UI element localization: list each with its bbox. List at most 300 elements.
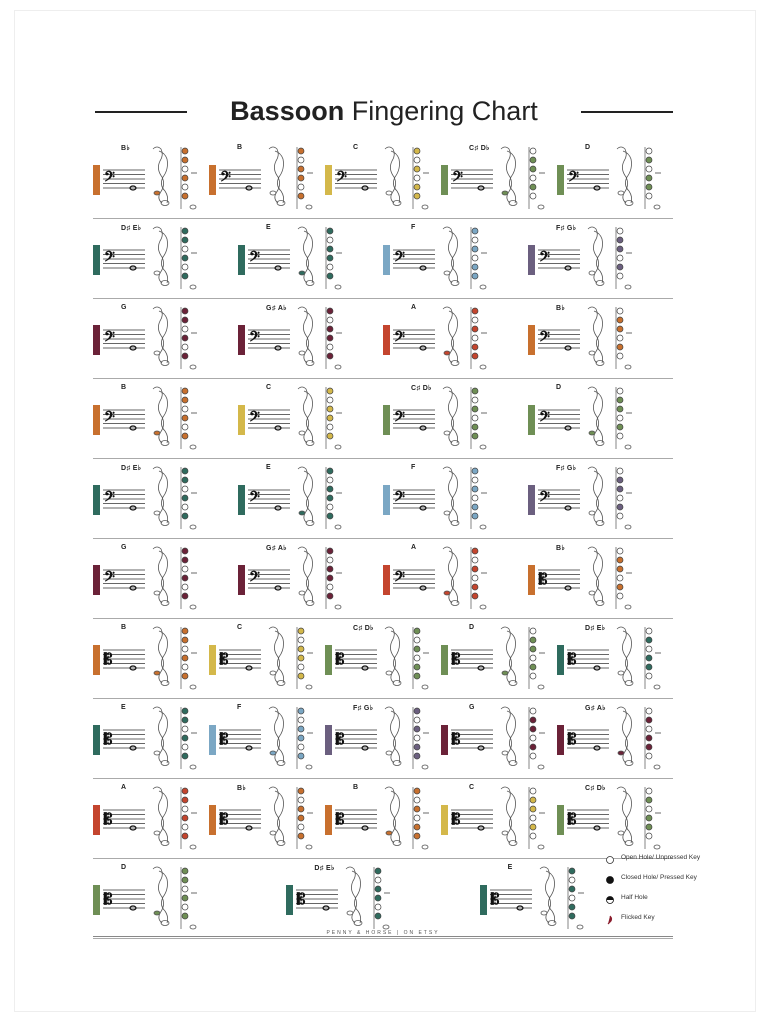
tone-hole bbox=[182, 708, 188, 714]
staff-lines bbox=[219, 167, 261, 193]
bass-clef-icon: 𝄢 bbox=[104, 329, 115, 349]
tone-hole bbox=[182, 264, 188, 270]
fingering-illustration bbox=[582, 303, 644, 373]
note-cell bbox=[325, 143, 447, 213]
note-staff bbox=[103, 167, 145, 193]
tone-hole bbox=[646, 833, 652, 839]
staff-lines bbox=[248, 567, 290, 593]
tone-hole bbox=[472, 566, 478, 572]
fingering-illustration bbox=[582, 463, 644, 533]
tone-hole bbox=[182, 753, 188, 759]
note-cell bbox=[528, 543, 650, 613]
note-color-bar bbox=[383, 405, 390, 435]
tone-hole bbox=[182, 868, 188, 874]
note-color-bar bbox=[209, 725, 216, 755]
fingering-diagram bbox=[437, 383, 499, 453]
tone-hole bbox=[414, 637, 420, 643]
tone-hole bbox=[327, 584, 333, 590]
row-divider bbox=[93, 938, 673, 939]
tone-hole bbox=[327, 477, 333, 483]
note-color-bar bbox=[383, 245, 390, 275]
tone-hole bbox=[182, 468, 188, 474]
tenor-clef-icon: 𝄡 bbox=[104, 810, 113, 828]
fingering-diagram bbox=[147, 463, 209, 533]
fingering-diagram bbox=[495, 143, 557, 213]
note-cell bbox=[557, 783, 679, 853]
tone-hole bbox=[327, 317, 333, 323]
note-color-bar bbox=[93, 485, 100, 515]
tone-hole bbox=[327, 273, 333, 279]
tone-hole bbox=[617, 557, 623, 563]
bass-clef-icon: 𝄢 bbox=[336, 169, 347, 189]
tenor-clef-icon: 𝄡 bbox=[568, 730, 577, 748]
fingering-illustration bbox=[495, 623, 557, 693]
note-color-bar bbox=[93, 645, 100, 675]
fingering-diagram bbox=[611, 783, 673, 853]
tone-hole bbox=[617, 504, 623, 510]
tone-hole bbox=[530, 655, 536, 661]
note-label: D bbox=[121, 864, 127, 871]
tone-hole bbox=[617, 228, 623, 234]
fingering-illustration bbox=[147, 863, 209, 933]
fingering-illustration bbox=[582, 543, 644, 613]
note-cell bbox=[383, 543, 505, 613]
note-row bbox=[93, 621, 673, 693]
note-cell bbox=[528, 223, 650, 293]
note-staff bbox=[103, 327, 145, 353]
fingering-illustration bbox=[611, 143, 673, 213]
note-cell bbox=[93, 783, 215, 853]
fingering-diagram bbox=[495, 703, 557, 773]
note-label: G bbox=[121, 304, 127, 311]
note-label: D♯ E♭ bbox=[121, 225, 142, 232]
fingering-diagram bbox=[292, 303, 354, 373]
note-label: C bbox=[237, 624, 243, 631]
note-staff bbox=[103, 407, 145, 433]
note-label: E bbox=[266, 224, 272, 231]
staff-lines bbox=[219, 807, 261, 833]
tone-hole bbox=[617, 566, 623, 572]
fingering-illustration bbox=[263, 703, 325, 773]
tone-hole bbox=[569, 868, 575, 874]
note-cell bbox=[209, 143, 331, 213]
tone-hole bbox=[182, 726, 188, 732]
tone-hole bbox=[617, 477, 623, 483]
tone-hole bbox=[472, 237, 478, 243]
note-color-bar bbox=[528, 405, 535, 435]
tone-hole bbox=[182, 228, 188, 234]
fingering-illustration bbox=[534, 863, 596, 933]
fingering-diagram bbox=[582, 223, 644, 293]
note-cell bbox=[441, 703, 563, 773]
tone-hole bbox=[182, 335, 188, 341]
tone-hole bbox=[298, 806, 304, 812]
note-staff bbox=[451, 647, 493, 673]
note-cell bbox=[93, 383, 215, 453]
tone-hole bbox=[375, 886, 381, 892]
staff-lines bbox=[538, 407, 580, 433]
bass-clef-icon: 𝄢 bbox=[539, 249, 550, 269]
fingering-illustration bbox=[495, 703, 557, 773]
note-staff bbox=[538, 327, 580, 353]
tone-hole bbox=[414, 708, 420, 714]
tone-hole bbox=[182, 584, 188, 590]
note-color-bar bbox=[528, 485, 535, 515]
staff-lines bbox=[103, 247, 145, 273]
fingering-diagram bbox=[292, 543, 354, 613]
tone-hole bbox=[182, 664, 188, 670]
note-color-bar bbox=[93, 245, 100, 275]
note-cell bbox=[528, 303, 650, 373]
tone-hole bbox=[646, 193, 652, 199]
note-color-bar bbox=[93, 165, 100, 195]
fingering-diagram bbox=[147, 223, 209, 293]
tone-hole bbox=[327, 264, 333, 270]
note-cell bbox=[209, 783, 331, 853]
staff-lines bbox=[248, 247, 290, 273]
staff-lines bbox=[451, 647, 493, 673]
note-color-bar bbox=[441, 165, 448, 195]
note-staff bbox=[103, 647, 145, 673]
tone-hole bbox=[414, 148, 420, 154]
fingering-diagram bbox=[147, 863, 209, 933]
tone-hole bbox=[414, 193, 420, 199]
note-staff bbox=[393, 487, 435, 513]
tone-hole bbox=[530, 673, 536, 679]
tone-hole bbox=[182, 913, 188, 919]
tone-hole bbox=[298, 753, 304, 759]
fingering-illustration bbox=[495, 143, 557, 213]
note-staff bbox=[567, 167, 609, 193]
note-staff bbox=[567, 807, 609, 833]
tone-hole bbox=[472, 246, 478, 252]
tone-hole bbox=[414, 628, 420, 634]
tone-hole bbox=[530, 175, 536, 181]
tone-hole bbox=[472, 326, 478, 332]
tone-hole bbox=[472, 415, 478, 421]
fingering-diagram bbox=[582, 303, 644, 373]
fingering-illustration bbox=[582, 383, 644, 453]
tone-hole bbox=[569, 895, 575, 901]
fingering-illustration bbox=[495, 783, 557, 853]
staff-lines bbox=[567, 807, 609, 833]
note-cell bbox=[557, 623, 679, 693]
tone-hole bbox=[646, 646, 652, 652]
tone-hole bbox=[182, 344, 188, 350]
note-color-bar bbox=[325, 645, 332, 675]
note-cell bbox=[238, 303, 360, 373]
tone-hole bbox=[617, 335, 623, 341]
note-cell bbox=[93, 463, 215, 533]
note-staff bbox=[219, 727, 261, 753]
note-staff bbox=[248, 327, 290, 353]
tone-hole bbox=[530, 157, 536, 163]
bass-clef-icon: 𝄢 bbox=[394, 329, 405, 349]
tone-hole bbox=[182, 548, 188, 554]
tone-hole bbox=[472, 335, 478, 341]
tone-hole bbox=[182, 566, 188, 572]
note-label: G bbox=[469, 704, 475, 711]
note-staff bbox=[538, 567, 580, 593]
fingering-diagram bbox=[263, 703, 325, 773]
tone-hole bbox=[298, 726, 304, 732]
fingering-illustration bbox=[437, 223, 499, 293]
tone-hole bbox=[298, 673, 304, 679]
tone-hole bbox=[414, 735, 420, 741]
note-color-bar bbox=[528, 325, 535, 355]
fingering-diagram bbox=[340, 863, 402, 933]
note-staff bbox=[538, 487, 580, 513]
fingering-diagram bbox=[495, 783, 557, 853]
closed-hole-icon bbox=[605, 875, 615, 885]
note-cell bbox=[441, 143, 563, 213]
staff-lines bbox=[538, 327, 580, 353]
tone-hole bbox=[530, 166, 536, 172]
bass-clef-icon: 𝄢 bbox=[249, 569, 260, 589]
tenor-clef-icon: 𝄡 bbox=[452, 810, 461, 828]
row-divider bbox=[93, 538, 673, 539]
tone-hole bbox=[472, 593, 478, 599]
tone-hole bbox=[182, 397, 188, 403]
tone-hole bbox=[182, 877, 188, 883]
fingering-illustration bbox=[340, 863, 402, 933]
staff-lines bbox=[335, 167, 377, 193]
tone-hole bbox=[182, 895, 188, 901]
tone-hole bbox=[414, 833, 420, 839]
tone-hole bbox=[530, 815, 536, 821]
note-cell bbox=[441, 623, 563, 693]
tone-hole bbox=[530, 646, 536, 652]
tone-hole bbox=[617, 415, 623, 421]
tone-hole bbox=[298, 708, 304, 714]
note-cell bbox=[93, 703, 215, 773]
note-staff bbox=[248, 407, 290, 433]
tone-hole bbox=[646, 148, 652, 154]
legend-text: Half Hole bbox=[621, 894, 648, 901]
fingering-illustration bbox=[292, 543, 354, 613]
note-color-bar bbox=[441, 805, 448, 835]
note-color-bar bbox=[557, 165, 564, 195]
tone-hole bbox=[646, 726, 652, 732]
fingering-illustration bbox=[379, 623, 441, 693]
note-label: B bbox=[353, 784, 359, 791]
tone-hole bbox=[472, 468, 478, 474]
fingering-diagram bbox=[292, 223, 354, 293]
staff-lines bbox=[393, 327, 435, 353]
tenor-clef-icon: 𝄡 bbox=[568, 650, 577, 668]
fingering-diagram bbox=[534, 863, 596, 933]
note-label: C bbox=[469, 784, 475, 791]
bass-clef-icon: 𝄢 bbox=[249, 249, 260, 269]
tone-hole bbox=[617, 406, 623, 412]
note-cell bbox=[325, 623, 447, 693]
tone-hole bbox=[327, 495, 333, 501]
tone-hole bbox=[327, 335, 333, 341]
note-label: F♯ G♭ bbox=[353, 705, 374, 712]
fingering-illustration bbox=[379, 703, 441, 773]
tone-hole bbox=[327, 308, 333, 314]
note-color-bar bbox=[209, 645, 216, 675]
tone-hole bbox=[646, 753, 652, 759]
tone-hole bbox=[182, 406, 188, 412]
tone-hole bbox=[530, 806, 536, 812]
tenor-clef-icon: 𝄡 bbox=[220, 650, 229, 668]
note-staff bbox=[393, 567, 435, 593]
note-staff bbox=[451, 727, 493, 753]
note-label: G♯ A♭ bbox=[585, 705, 606, 712]
note-label: A bbox=[411, 304, 417, 311]
fingering-diagram bbox=[611, 623, 673, 693]
tenor-clef-icon: 𝄡 bbox=[490, 890, 500, 908]
note-color-bar bbox=[93, 805, 100, 835]
fingering-diagram bbox=[437, 543, 499, 613]
tone-hole bbox=[375, 895, 381, 901]
note-color-bar bbox=[557, 725, 564, 755]
staff-lines bbox=[393, 487, 435, 513]
tone-hole bbox=[327, 557, 333, 563]
tone-hole bbox=[182, 557, 188, 563]
tone-hole bbox=[298, 193, 304, 199]
staff-lines bbox=[103, 807, 145, 833]
tone-hole bbox=[182, 353, 188, 359]
fingering-diagram bbox=[147, 543, 209, 613]
tone-hole bbox=[646, 664, 652, 670]
note-row bbox=[93, 461, 673, 533]
staff-lines bbox=[567, 167, 609, 193]
tone-hole bbox=[472, 406, 478, 412]
fingering-illustration bbox=[147, 143, 209, 213]
tone-hole bbox=[414, 806, 420, 812]
tone-hole bbox=[414, 157, 420, 163]
note-label: C bbox=[266, 384, 272, 391]
tone-hole bbox=[182, 486, 188, 492]
tone-hole bbox=[530, 717, 536, 723]
tone-hole bbox=[182, 495, 188, 501]
note-staff bbox=[248, 567, 290, 593]
note-staff bbox=[103, 567, 145, 593]
bass-clef-icon: 𝄢 bbox=[394, 249, 405, 269]
legend-text: Flicked Key bbox=[621, 914, 655, 921]
tone-hole bbox=[327, 548, 333, 554]
note-staff bbox=[393, 327, 435, 353]
fingering-illustration bbox=[292, 383, 354, 453]
tone-hole bbox=[298, 166, 304, 172]
note-label: B bbox=[121, 624, 127, 631]
tone-hole bbox=[414, 717, 420, 723]
staff-lines bbox=[451, 167, 493, 193]
note-color-bar bbox=[93, 725, 100, 755]
tone-hole bbox=[182, 806, 188, 812]
tone-hole bbox=[327, 433, 333, 439]
tone-hole bbox=[414, 184, 420, 190]
note-staff bbox=[393, 247, 435, 273]
note-cell bbox=[209, 623, 331, 693]
note-label: B♭ bbox=[237, 785, 247, 792]
tone-hole bbox=[472, 486, 478, 492]
bass-clef-icon: 𝄢 bbox=[394, 409, 405, 429]
fingering-diagram bbox=[437, 463, 499, 533]
note-label: E bbox=[266, 464, 272, 471]
note-label: F♯ G♭ bbox=[556, 465, 577, 472]
tone-hole bbox=[646, 815, 652, 821]
tone-hole bbox=[617, 584, 623, 590]
tone-hole bbox=[182, 655, 188, 661]
tone-hole bbox=[569, 877, 575, 883]
note-cell bbox=[93, 543, 215, 613]
fingering-diagram bbox=[263, 783, 325, 853]
bass-clef-icon: 𝄢 bbox=[104, 569, 115, 589]
tone-hole bbox=[298, 664, 304, 670]
tone-hole bbox=[530, 726, 536, 732]
fingering-diagram bbox=[495, 623, 557, 693]
staff-lines bbox=[103, 327, 145, 353]
fingering-diagram bbox=[292, 383, 354, 453]
tone-hole bbox=[472, 344, 478, 350]
tone-hole bbox=[182, 424, 188, 430]
tone-hole bbox=[182, 886, 188, 892]
note-label: D♯ E♭ bbox=[585, 625, 606, 632]
fingering-illustration bbox=[263, 623, 325, 693]
row-divider bbox=[93, 858, 673, 859]
tone-hole bbox=[327, 513, 333, 519]
bass-clef-icon: 𝄢 bbox=[394, 489, 405, 509]
tone-hole bbox=[414, 753, 420, 759]
tone-hole bbox=[298, 184, 304, 190]
tone-hole bbox=[472, 388, 478, 394]
fingering-illustration bbox=[582, 223, 644, 293]
note-color-bar bbox=[93, 565, 100, 595]
note-row bbox=[93, 861, 673, 933]
tone-hole bbox=[327, 353, 333, 359]
tone-hole bbox=[530, 184, 536, 190]
tenor-clef-icon: 𝄡 bbox=[539, 570, 548, 588]
tone-hole bbox=[182, 735, 188, 741]
tone-hole bbox=[617, 593, 623, 599]
tone-hole bbox=[414, 726, 420, 732]
title-bold: Bassoon bbox=[230, 96, 345, 126]
staff-lines bbox=[103, 407, 145, 433]
tone-hole bbox=[530, 824, 536, 830]
tenor-clef-icon: 𝄡 bbox=[452, 730, 461, 748]
row-divider bbox=[93, 458, 673, 459]
note-cell bbox=[383, 303, 505, 373]
tenor-clef-icon: 𝄡 bbox=[568, 810, 577, 828]
fingering-illustration bbox=[292, 223, 354, 293]
staff-lines bbox=[538, 247, 580, 273]
note-label: D♯ E♭ bbox=[121, 465, 142, 472]
tone-hole bbox=[569, 904, 575, 910]
tone-hole bbox=[472, 264, 478, 270]
tone-hole bbox=[182, 504, 188, 510]
note-staff bbox=[103, 247, 145, 273]
note-label: G bbox=[121, 544, 127, 551]
tenor-clef-icon: 𝄡 bbox=[104, 730, 113, 748]
tone-hole bbox=[530, 788, 536, 794]
note-staff bbox=[490, 887, 532, 913]
tone-hole bbox=[617, 575, 623, 581]
tone-hole bbox=[375, 877, 381, 883]
bass-clef-icon: 𝄢 bbox=[220, 169, 231, 189]
tone-hole bbox=[182, 246, 188, 252]
tone-hole bbox=[182, 184, 188, 190]
note-staff bbox=[567, 647, 609, 673]
note-label: C♯ D♭ bbox=[469, 145, 490, 152]
note-color-bar bbox=[238, 245, 245, 275]
tenor-clef-icon: 𝄡 bbox=[336, 810, 345, 828]
tone-hole bbox=[182, 415, 188, 421]
note-cell bbox=[383, 463, 505, 533]
note-color-bar bbox=[238, 405, 245, 435]
